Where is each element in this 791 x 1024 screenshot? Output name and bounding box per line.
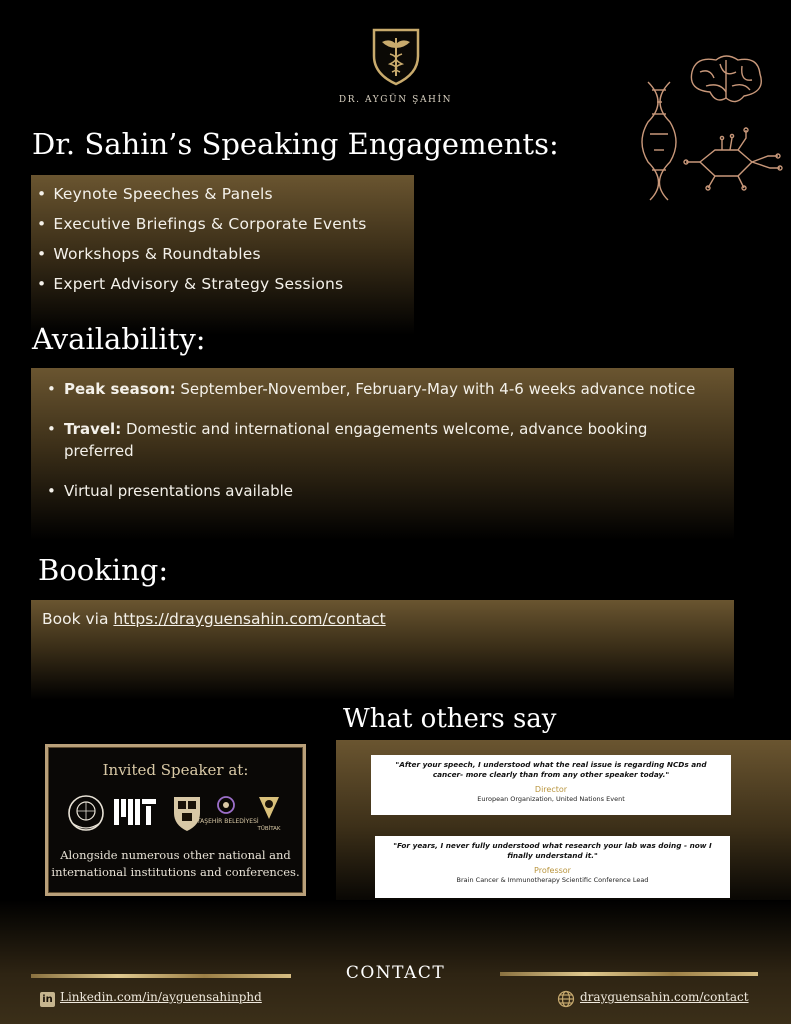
list-item: • Workshops & Roundtables xyxy=(37,239,414,269)
availability-heading: Availability: xyxy=(32,322,206,356)
list-item xyxy=(47,480,697,502)
university-crest-logo xyxy=(174,797,200,831)
invited-speaker-box xyxy=(45,744,306,896)
institution-logos xyxy=(62,793,292,833)
logo-name: DR. AYGÜN ŞAHİN xyxy=(338,95,453,105)
un-logo xyxy=(69,796,103,830)
invited-title: Invited Speaker at: xyxy=(102,761,249,779)
availability-panel xyxy=(31,368,734,540)
engagements-heading: Dr. Sahin’s Speaking Engagements: xyxy=(32,127,559,161)
linkedin-link[interactable]: Linkedin.com/in/ayguensahinphd xyxy=(60,990,262,1004)
footer-background xyxy=(0,900,791,1024)
list-item: • Keynote Speeches & Panels xyxy=(37,179,414,209)
invited-text: Alongside numerous other national and international institutions and conferences. xyxy=(51,848,300,879)
science-illustration-icon xyxy=(640,52,790,202)
availability-list xyxy=(47,378,734,502)
booking-line xyxy=(42,610,734,628)
testimonial-org: European Organization, United Nations Event xyxy=(477,795,625,803)
mit-logo xyxy=(114,799,156,825)
linkedin-icon: in xyxy=(40,992,55,1007)
logo-shield-icon xyxy=(370,26,422,86)
list-item xyxy=(47,378,697,400)
item-label: Travel: xyxy=(64,420,122,438)
list-item xyxy=(47,418,697,462)
booking-prefix: Book via xyxy=(42,610,114,628)
item-text: Domestic and international engagements welcome, advance booking preferred xyxy=(64,420,648,460)
engagements-panel xyxy=(31,175,414,335)
contact-title: CONTACT xyxy=(345,963,446,983)
atasehir-belediyesi-logo xyxy=(193,797,259,825)
engagements-list xyxy=(37,179,414,299)
testimonial-role: Director xyxy=(534,785,568,794)
testimonial-card xyxy=(375,836,730,898)
booking-heading: Booking: xyxy=(38,553,169,587)
tubitak-text: TÜBİTAK xyxy=(257,826,281,832)
item-text: September-November, February-May with 4-6 weeks advance notice xyxy=(175,380,696,398)
item-label: Peak season: xyxy=(64,380,176,398)
testimonials-heading: What others say xyxy=(343,704,557,734)
booking-link[interactable]: https://drayguensahin.com/contact xyxy=(113,610,386,628)
list-item: • Executive Briefings & Corporate Events xyxy=(37,209,414,239)
booking-panel xyxy=(31,600,734,700)
testimonial-role: Professor xyxy=(534,866,571,875)
item-text: Virtual presentations available xyxy=(64,482,294,500)
testimonial-quote: "After your speech, I understood what the real issue is regarding NCDs and cancer- more clearly than from any other speaker today." xyxy=(395,760,707,779)
globe-icon xyxy=(557,990,575,1008)
testimonial-card xyxy=(371,755,731,815)
atasehir-text: ATAŞEHİR BELEDİYESİ xyxy=(193,818,259,825)
list-item: • Expert Advisory & Strategy Sessions xyxy=(37,269,414,299)
website-link[interactable]: drayguensahin.com/contact xyxy=(580,990,749,1004)
tubitak-logo xyxy=(256,797,280,832)
testimonial-org: Brain Cancer & Immunotherapy Scientific Conference Lead xyxy=(456,876,649,884)
testimonial-quote: "For years, I never fully understood what research your lab was doing - now I finally understand it." xyxy=(393,841,712,860)
